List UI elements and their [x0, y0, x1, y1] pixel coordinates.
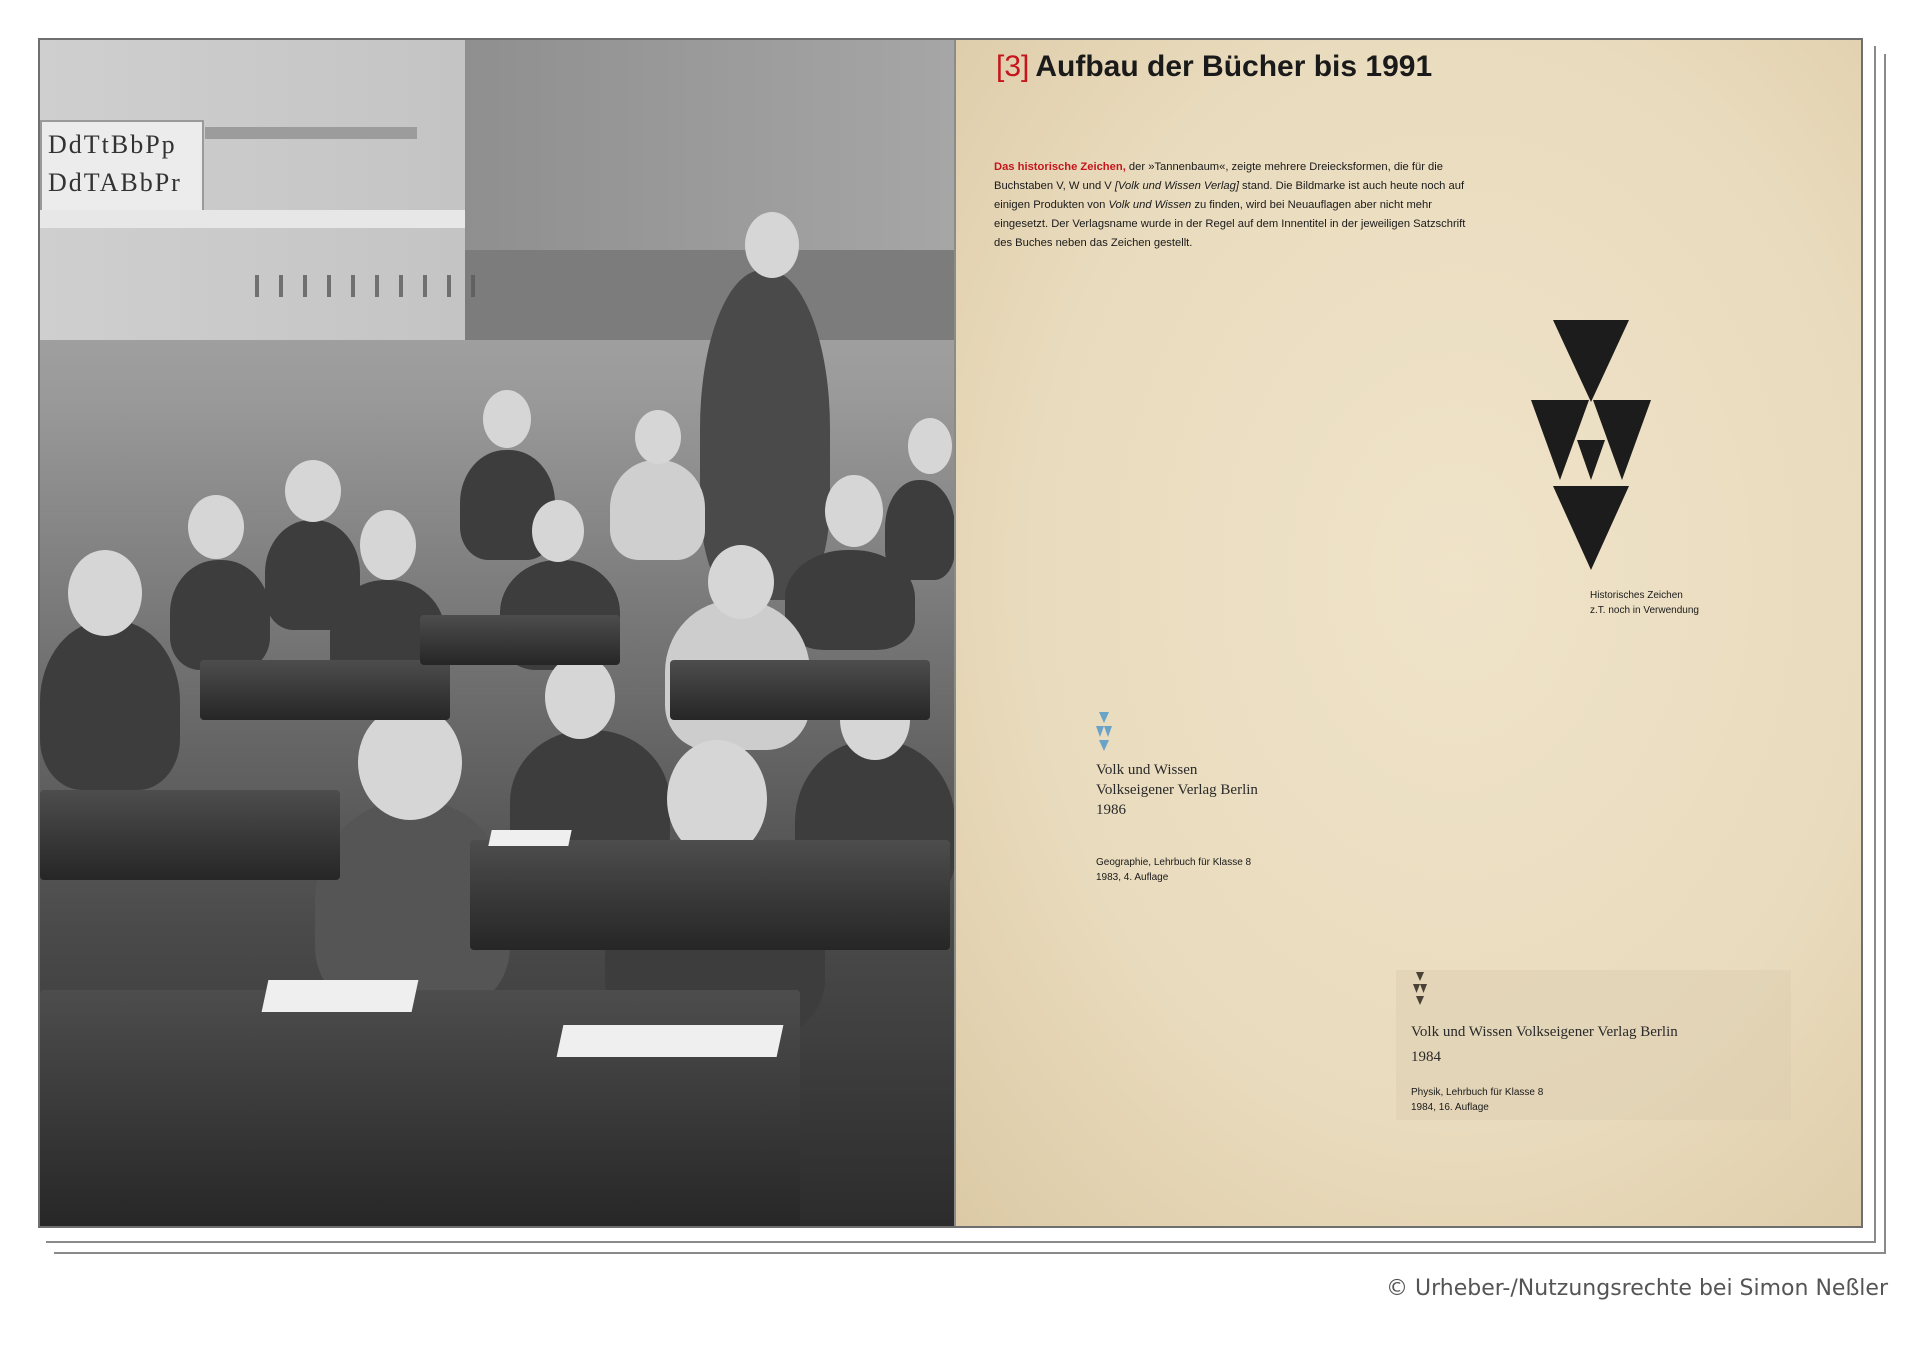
pupil-face: [68, 550, 142, 636]
source-line: 1984, 16. Auflage: [1411, 1102, 1489, 1113]
book-spread: [38, 38, 1863, 1228]
logo-triangle: [1413, 984, 1420, 993]
imprint-line: Volk und Wissen: [1096, 762, 1198, 778]
intro-italic: [Volk und Wissen Verlag]: [1114, 180, 1239, 192]
pupil: [40, 620, 180, 790]
logo-triangle: [1099, 712, 1109, 723]
intro-italic: Volk und Wissen: [1108, 199, 1192, 211]
photo-wainscot: [465, 250, 954, 340]
logo-triangle: [1096, 726, 1104, 737]
pupil-face: [635, 410, 681, 464]
logo-triangle: [1416, 972, 1424, 981]
source-line: Physik, Lehrbuch für Klasse 8: [1411, 1087, 1544, 1098]
school-desk: [40, 790, 340, 880]
source-line: Geographie, Lehrbuch für Klasse 8: [1096, 857, 1252, 868]
intro-text: stand. Die Bildmarke ist auch heute noch auf einigen Produkten von: [994, 180, 1465, 211]
section-heading: [996, 50, 1432, 84]
pupil-face: [545, 655, 615, 739]
pupil-face: [708, 545, 774, 619]
logo-triangle: [1099, 740, 1109, 751]
source-1984: [1411, 1085, 1543, 1115]
pupil-face: [188, 495, 244, 559]
section-title: Aufbau der Bücher bis 1991: [1035, 50, 1433, 83]
imprint-1986: [1096, 760, 1258, 820]
classroom-photo: [40, 40, 954, 1226]
notebook: [488, 830, 571, 846]
school-desk: [420, 615, 620, 665]
intro-highlight: Das historische Zeichen,: [994, 161, 1126, 173]
pupil-face: [285, 460, 341, 522]
alphabet-board: [40, 120, 204, 214]
notebook: [557, 1025, 784, 1057]
source-1986: [1096, 855, 1251, 885]
copyright-notice: © Urheber-/Nutzungsrechte bei Simon Neßler: [1386, 1276, 1888, 1301]
pupil-face: [483, 390, 531, 448]
intro-text: der »Tannenbaum«, zeigte mehrere Dreiecksformen, die für die Buchstaben V, W und V: [994, 161, 1443, 192]
imprint-1984: [1411, 1020, 1678, 1070]
source-line: 1983, 4. Auflage: [1096, 872, 1169, 883]
historical-caption: [1590, 588, 1699, 618]
pupil: [170, 560, 270, 670]
teacher: [700, 270, 830, 600]
imprint-line: Volk und Wissen Volkseigener Verlag Berlin: [1411, 1024, 1678, 1040]
caption-line: z.T. noch in Verwendung: [1590, 605, 1699, 616]
book-page: [954, 40, 1863, 1226]
intro-paragraph: [994, 158, 1484, 253]
imprint-line: 1984: [1411, 1049, 1441, 1065]
imprint-line: 1986: [1096, 802, 1126, 818]
teacher-face: [745, 212, 799, 278]
wall-shelf: [40, 210, 465, 228]
intro-text: zu finden, wird bei Neuauflagen aber nicht mehr eingesetzt. Der Verlagsname wurde in der Regel auf dem Innentitel in der jeweiligen Satzschrift des Buches neben das Zeichen gestellt.: [994, 199, 1466, 249]
logo-triangle: [1420, 984, 1427, 993]
school-desk: [200, 660, 450, 720]
pupil-face: [825, 475, 883, 547]
notebook: [262, 980, 419, 1012]
pupil: [610, 460, 705, 560]
alphabet-line: DdTtBbPp: [48, 130, 177, 159]
logo-triangle: [1416, 996, 1424, 1005]
tannenbaum-logo-blue: [1096, 712, 1112, 752]
alphabet-line: DdTABbPr: [48, 168, 182, 197]
pupil-face: [532, 500, 584, 562]
logo-triangle: [1553, 320, 1629, 402]
imprint-line: Volkseigener Verlag Berlin: [1096, 782, 1258, 798]
logo-triangle: [1577, 440, 1605, 480]
section-number: [3]: [996, 50, 1030, 83]
tannenbaum-logo-large: [1531, 320, 1651, 580]
school-desk: [470, 840, 950, 950]
logo-triangle: [1104, 726, 1112, 737]
pupil: [785, 550, 915, 650]
tannenbaum-logo-dark: [1413, 972, 1427, 1006]
coat-hooks: [255, 275, 485, 297]
school-desk: [670, 660, 930, 720]
pupil-face: [360, 510, 416, 580]
wall-rail: [205, 127, 417, 139]
pupil-face: [908, 418, 952, 474]
caption-line: Historisches Zeichen: [1590, 590, 1683, 601]
pupil-face: [358, 705, 462, 820]
logo-triangle: [1553, 486, 1629, 570]
